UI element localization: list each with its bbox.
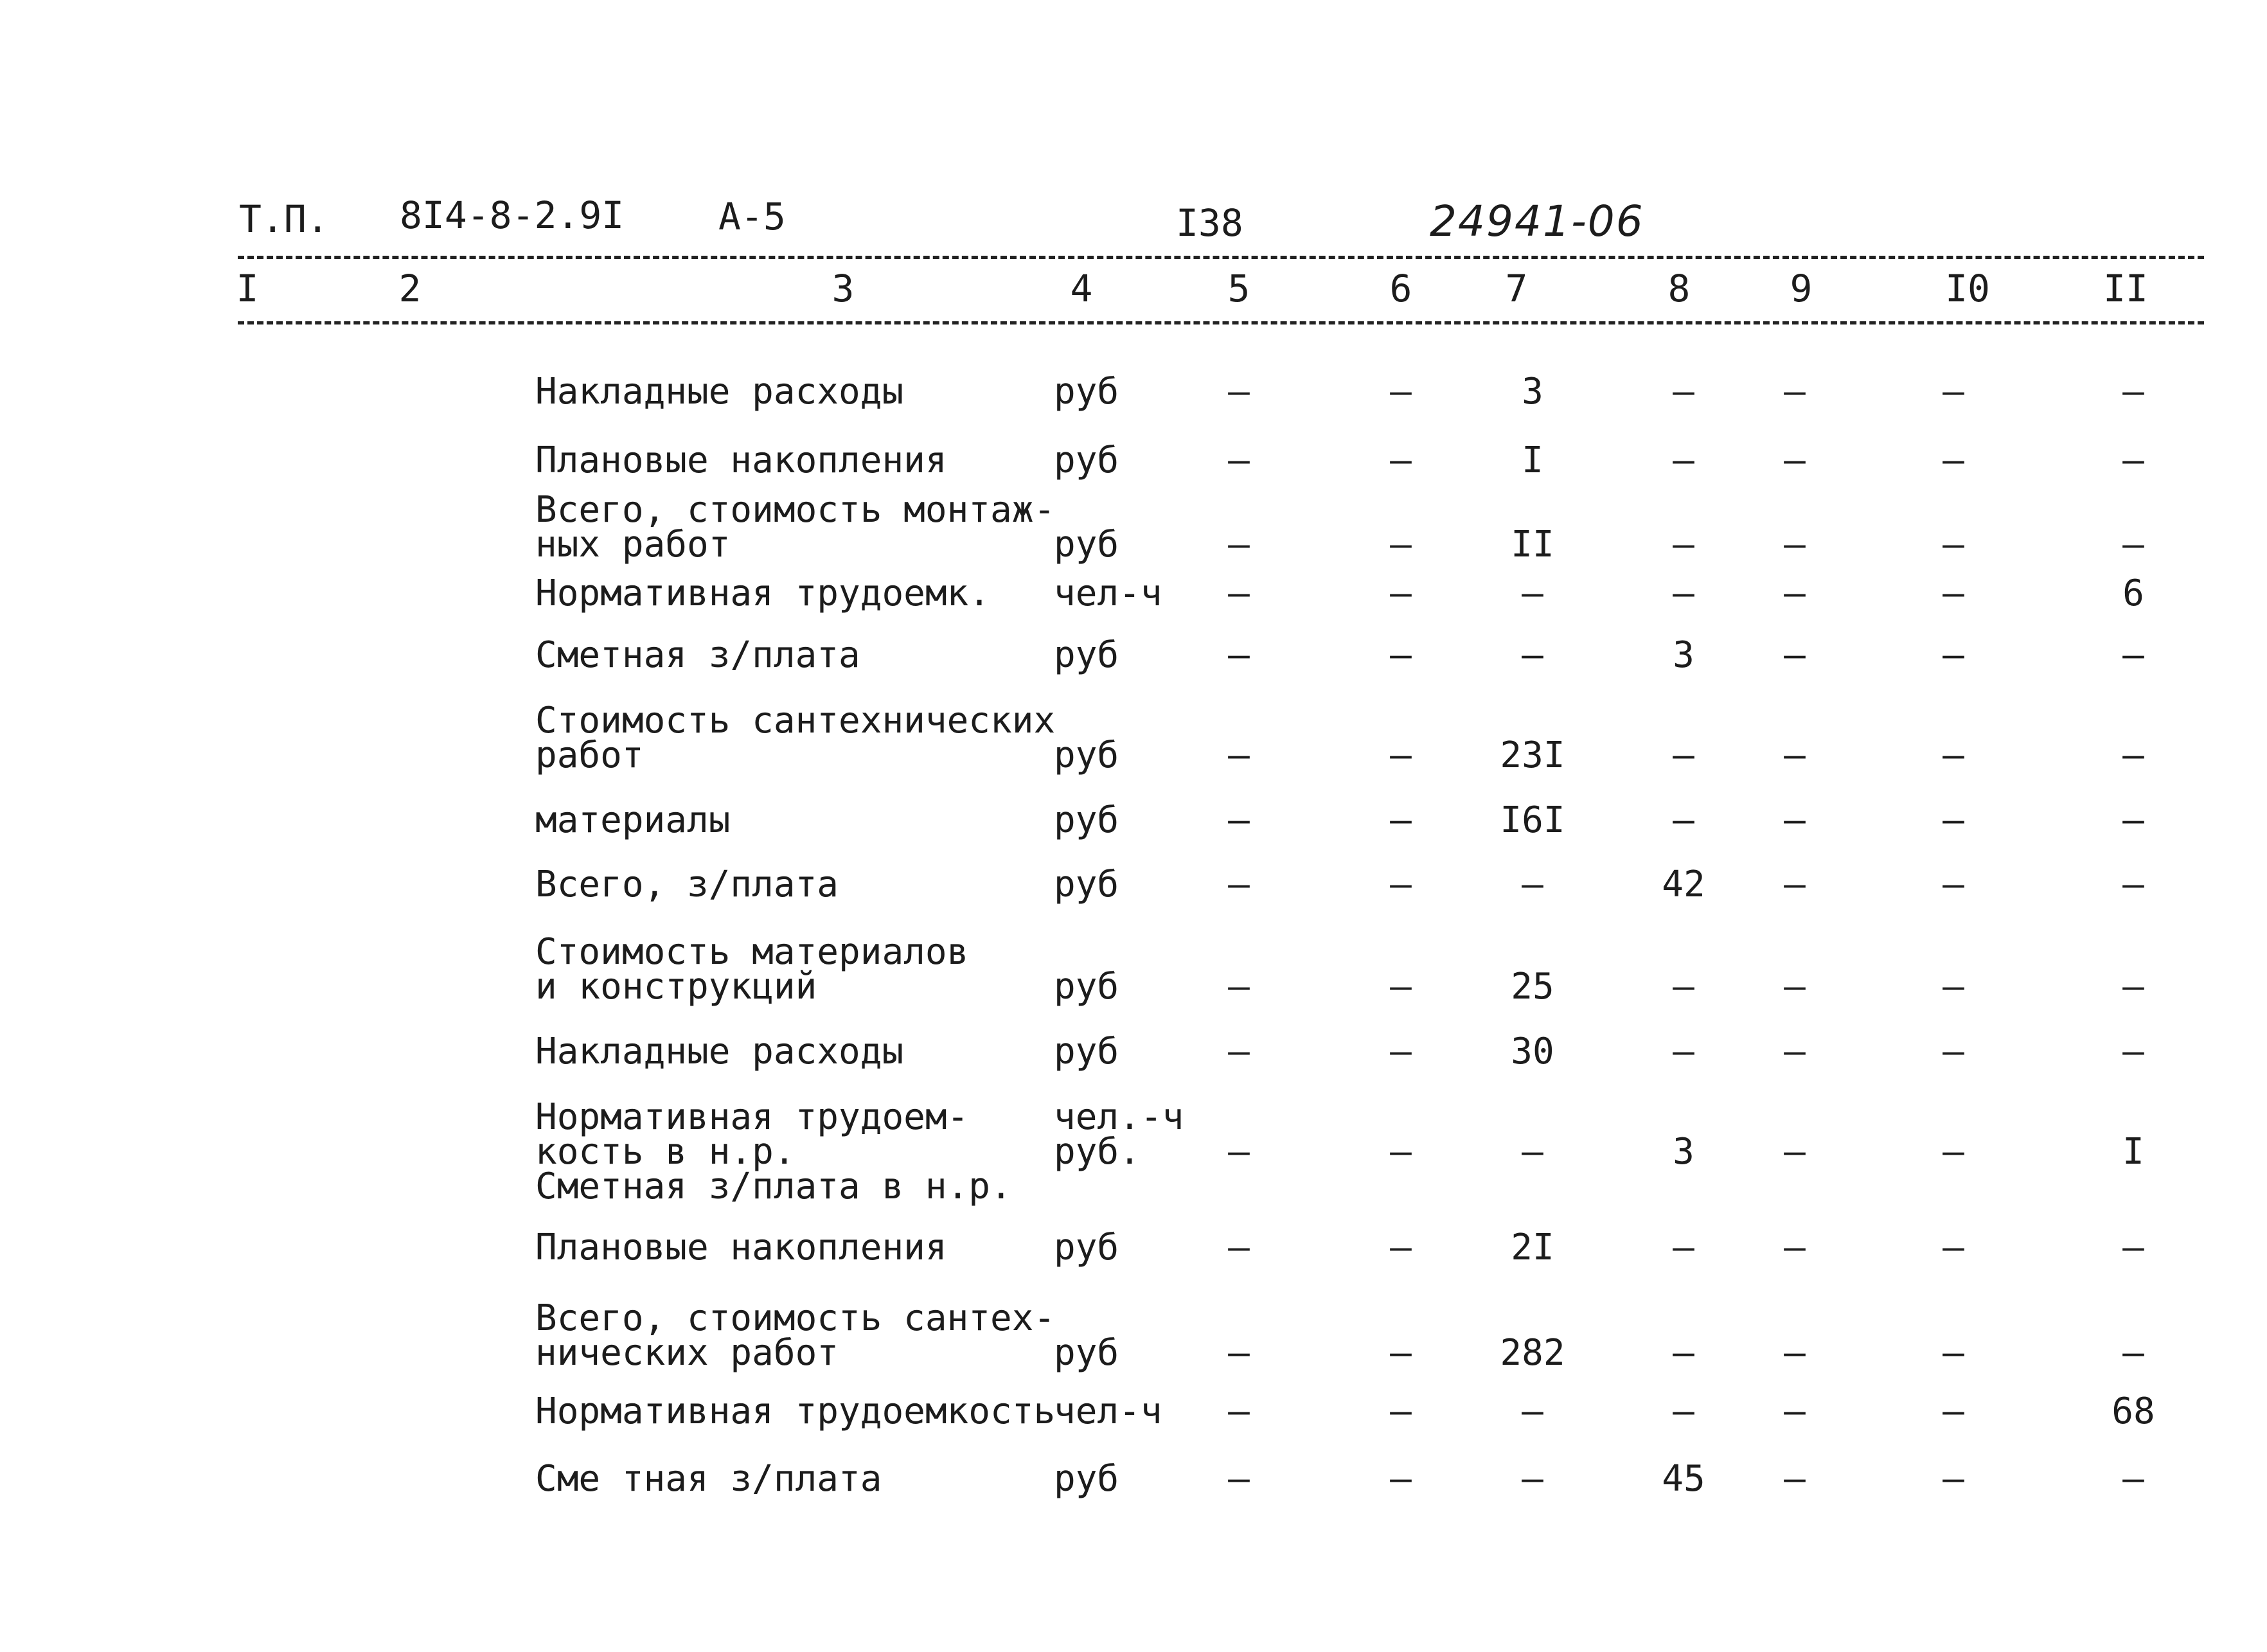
row-name	[535, 573, 991, 614]
cell-c8: –	[1673, 573, 1694, 614]
cell-c11: –	[2122, 524, 2144, 565]
cell-c11: –	[2122, 440, 2144, 481]
row-unit	[1054, 734, 1119, 776]
cell-c5: –	[1228, 864, 1250, 905]
row-name	[535, 1458, 882, 1500]
cell-c5: –	[1228, 1458, 1250, 1500]
cell-c7: II	[1511, 524, 1554, 565]
row-name-line: Сме тная з/плата	[535, 1458, 882, 1500]
cell-c7: 2I	[1511, 1227, 1554, 1268]
column-number: 6	[1389, 267, 1412, 310]
row-name	[535, 489, 1056, 565]
cell-c7: 25	[1511, 966, 1554, 1008]
row-name-line: и конструкций	[535, 966, 817, 1008]
row-name-line: Всего, стоимость монтаж-	[535, 489, 1056, 531]
cell-c5: –	[1228, 734, 1250, 776]
cell-c9: –	[1784, 1390, 1806, 1432]
row-name-line: материалы	[535, 799, 731, 841]
cell-c10: –	[1943, 734, 1964, 776]
cell-c8: 42	[1662, 864, 1705, 905]
cell-c11: 68	[2111, 1390, 2155, 1432]
cell-c11: –	[2122, 1458, 2144, 1500]
cell-c10: –	[1943, 1332, 1964, 1374]
page-number: I38	[1176, 201, 1243, 245]
cell-c11: –	[2122, 1227, 2144, 1268]
row-unit-line: руб	[1054, 371, 1119, 413]
row-name-line: ных работ	[535, 524, 731, 565]
row-name	[535, 634, 860, 676]
cell-c6: –	[1390, 734, 1412, 776]
row-unit	[1054, 864, 1119, 905]
row-unit-line: руб	[1054, 1227, 1119, 1268]
column-number: 8	[1667, 267, 1691, 310]
row-unit-line: руб	[1054, 634, 1119, 676]
cell-c6: –	[1390, 1131, 1412, 1173]
row-unit-line: руб	[1054, 1031, 1119, 1072]
row-name-line: Плановые накопления	[535, 1227, 947, 1268]
row-unit	[1054, 440, 1119, 481]
cell-c5: –	[1228, 524, 1250, 565]
cell-c8: –	[1673, 440, 1694, 481]
row-name-line: Накладные расходы	[535, 1031, 904, 1072]
row-unit-line: руб	[1054, 966, 1119, 1008]
row-name	[535, 1297, 1056, 1374]
album-number: А-5	[718, 195, 786, 238]
cell-c6: –	[1390, 371, 1412, 413]
cell-c5: –	[1228, 1390, 1250, 1432]
row-unit-line: руб	[1054, 440, 1119, 481]
row-unit-line: руб	[1054, 1332, 1119, 1374]
cell-c6: –	[1390, 440, 1412, 481]
cell-c8: –	[1673, 734, 1694, 776]
cell-c6: –	[1390, 1031, 1412, 1072]
column-number: 3	[831, 267, 855, 310]
cell-c6: –	[1390, 1390, 1412, 1432]
cell-c11: 6	[2122, 573, 2144, 614]
cell-c10: –	[1943, 1031, 1964, 1072]
cell-c7: –	[1522, 573, 1543, 614]
row-name-line: кость в н.р.	[535, 1131, 796, 1173]
cell-c7: –	[1522, 1390, 1543, 1432]
cell-c9: –	[1784, 734, 1806, 776]
cell-c8: –	[1673, 1390, 1694, 1432]
cell-c8: –	[1673, 1031, 1694, 1072]
cell-c10: –	[1943, 440, 1964, 481]
row-unit-line: чел.-ч	[1054, 1096, 1184, 1138]
cell-c11: –	[2122, 864, 2144, 905]
cell-c11: –	[2122, 1332, 2144, 1374]
cell-c9: –	[1784, 1458, 1806, 1500]
row-unit	[1054, 799, 1119, 841]
row-name	[535, 700, 1056, 776]
row-name-line: Нормативная трудоем-	[535, 1096, 969, 1138]
cell-c6: –	[1390, 966, 1412, 1008]
cell-c8: 3	[1673, 1131, 1694, 1173]
column-number: 4	[1070, 267, 1093, 310]
cell-c7: –	[1522, 864, 1543, 905]
cell-c7: 3	[1522, 371, 1543, 413]
cell-c6: –	[1390, 1227, 1412, 1268]
row-name	[535, 440, 947, 481]
row-unit	[1054, 1390, 1162, 1432]
cell-c7: –	[1522, 1458, 1543, 1500]
row-name-line: нических работ	[535, 1332, 839, 1374]
cell-c9: –	[1784, 1131, 1806, 1173]
cell-c8: 45	[1662, 1458, 1705, 1500]
row-unit	[1054, 1332, 1119, 1374]
row-unit-line: руб.	[1054, 1131, 1141, 1173]
row-unit	[1054, 1227, 1119, 1268]
cell-c9: –	[1784, 1332, 1806, 1374]
cell-c10: –	[1943, 1458, 1964, 1500]
handwritten-stamp-number: 24941-06	[1430, 197, 1644, 246]
cell-c10: –	[1943, 1227, 1964, 1268]
cell-c9: –	[1784, 864, 1806, 905]
row-name-line: Плановые накопления	[535, 440, 947, 481]
cell-c6: –	[1390, 634, 1412, 676]
cell-c11: I	[2122, 1131, 2144, 1173]
cell-c10: –	[1943, 524, 1964, 565]
cell-c5: –	[1228, 371, 1250, 413]
project-code: 8I4-8-2.9I	[400, 193, 625, 237]
cell-c7: 282	[1500, 1332, 1565, 1374]
column-number: 5	[1227, 267, 1250, 310]
row-unit	[1054, 573, 1162, 614]
cell-c11: –	[2122, 634, 2144, 676]
cell-c9: –	[1784, 371, 1806, 413]
row-unit-line: руб	[1054, 1458, 1119, 1500]
cell-c11: –	[2122, 371, 2144, 413]
row-unit-line: чел-ч	[1054, 1390, 1162, 1432]
cell-c5: –	[1228, 634, 1250, 676]
cell-c5: –	[1228, 966, 1250, 1008]
row-name-line: работ	[535, 734, 644, 776]
row-name	[535, 1031, 904, 1072]
cell-c7: –	[1522, 634, 1543, 676]
row-name-line: Накладные расходы	[535, 371, 904, 413]
row-unit-line: руб	[1054, 864, 1119, 905]
cell-c9: –	[1784, 440, 1806, 481]
doc-type-label: Т.П.	[239, 197, 329, 241]
row-unit	[1054, 524, 1119, 565]
row-unit-line: руб	[1054, 734, 1119, 776]
cell-c8: –	[1673, 524, 1694, 565]
cell-c11: –	[2122, 734, 2144, 776]
row-name-line: Сметная з/плата в н.р.	[535, 1166, 1012, 1207]
cell-c8: –	[1673, 1332, 1694, 1374]
cell-c11: –	[2122, 1031, 2144, 1072]
row-name-line: Всего, стоимость сантех-	[535, 1297, 1056, 1339]
row-name-line: Нормативная трудоемкость	[535, 1390, 1056, 1432]
row-name-line: Всего, з/плата	[535, 864, 839, 905]
cell-c10: –	[1943, 1131, 1964, 1173]
row-unit	[1054, 371, 1119, 413]
row-name-line: Стоимость материалов	[535, 931, 969, 973]
column-number: 7	[1505, 267, 1528, 310]
cell-c10: –	[1943, 966, 1964, 1008]
column-number: 9	[1790, 267, 1813, 310]
cell-c8: –	[1673, 1227, 1694, 1268]
cell-c6: –	[1390, 1458, 1412, 1500]
cell-c9: –	[1784, 1227, 1806, 1268]
cell-c7: I	[1522, 440, 1543, 481]
cell-c9: –	[1784, 573, 1806, 614]
row-name	[535, 931, 969, 1008]
cell-c6: –	[1390, 799, 1412, 841]
cell-c7: I6I	[1500, 799, 1565, 841]
cell-c6: –	[1390, 524, 1412, 565]
cell-c5: –	[1228, 799, 1250, 841]
cell-c9: –	[1784, 634, 1806, 676]
row-name	[535, 1227, 947, 1268]
row-unit	[1054, 1458, 1119, 1500]
column-number: II	[2103, 267, 2148, 310]
row-name-line: Нормативная трудоемк.	[535, 573, 991, 614]
row-name-line: Стоимость сантехнических	[535, 700, 1056, 742]
cell-c10: –	[1943, 573, 1964, 614]
cell-c7: 23I	[1500, 734, 1565, 776]
cell-c9: –	[1784, 1031, 1806, 1072]
row-unit	[1054, 966, 1119, 1008]
column-number: 2	[398, 267, 422, 310]
row-unit	[1054, 1096, 1184, 1173]
row-unit	[1054, 634, 1119, 676]
row-unit-line: руб	[1054, 524, 1119, 565]
cell-c5: –	[1228, 1332, 1250, 1374]
cell-c5: –	[1228, 440, 1250, 481]
cell-c5: –	[1228, 1031, 1250, 1072]
cell-c11: –	[2122, 799, 2144, 841]
cell-c11: –	[2122, 966, 2144, 1008]
cell-c10: –	[1943, 864, 1964, 905]
cell-c7: –	[1522, 1131, 1543, 1173]
cell-c9: –	[1784, 799, 1806, 841]
row-name-line: Сметная з/плата	[535, 634, 860, 676]
cell-c8: 3	[1673, 634, 1694, 676]
cell-c6: –	[1390, 1332, 1412, 1374]
header-bottom-rule	[238, 321, 2204, 324]
row-unit-line: руб	[1054, 799, 1119, 841]
cell-c10: –	[1943, 371, 1964, 413]
row-name	[535, 799, 731, 841]
cell-c5: –	[1228, 573, 1250, 614]
header-top-rule	[238, 256, 2204, 259]
column-number: I0	[1945, 267, 1990, 310]
row-name	[535, 371, 904, 413]
row-unit-line: чел-ч	[1054, 573, 1162, 614]
column-number: I	[236, 267, 259, 310]
cell-c8: –	[1673, 371, 1694, 413]
cell-c9: –	[1784, 524, 1806, 565]
cell-c10: –	[1943, 1390, 1964, 1432]
cell-c9: –	[1784, 966, 1806, 1008]
row-name	[535, 1096, 1012, 1207]
cell-c5: –	[1228, 1227, 1250, 1268]
cell-c10: –	[1943, 634, 1964, 676]
cell-c10: –	[1943, 799, 1964, 841]
cell-c8: –	[1673, 799, 1694, 841]
cell-c8: –	[1673, 966, 1694, 1008]
row-unit	[1054, 1031, 1119, 1072]
cell-c6: –	[1390, 573, 1412, 614]
cell-c7: 30	[1511, 1031, 1554, 1072]
cell-c6: –	[1390, 864, 1412, 905]
row-name	[535, 864, 839, 905]
row-name	[535, 1390, 1056, 1432]
cell-c5: –	[1228, 1131, 1250, 1173]
